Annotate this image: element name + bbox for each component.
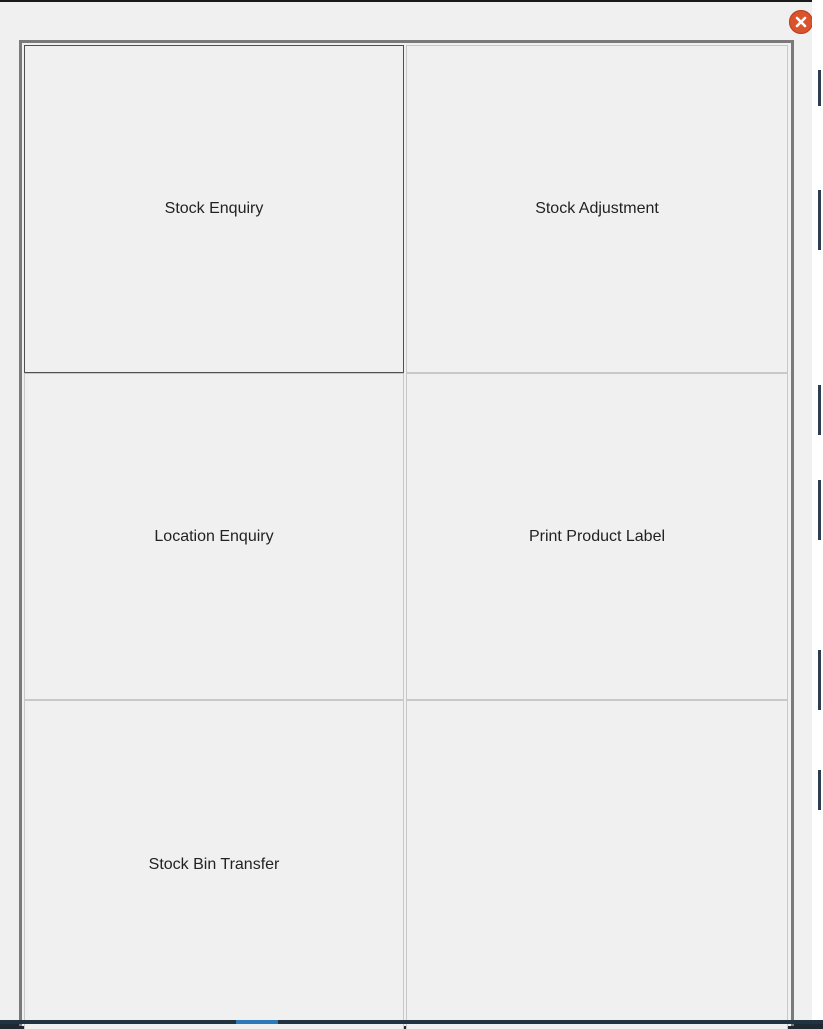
stock-enquiry-button[interactable] [24,45,404,373]
stock-enquiry-label: Stock Enquiry [164,200,264,217]
stock-adjustment-button[interactable] [406,45,788,373]
close-button[interactable] [789,10,813,34]
background-window-edge [812,0,823,1024]
location-enquiry-label: Location Enquiry [154,527,274,545]
close-icon [795,16,807,28]
taskbar [0,1020,823,1024]
taskbar-active-item[interactable] [236,1020,278,1024]
background-text-fragment [818,650,821,710]
stock-bin-transfer-label: Stock Bin Transfer [148,856,280,873]
stock-bin-transfer-button[interactable] [24,700,404,1029]
background-text-fragment [818,70,821,106]
background-text-fragment [818,190,821,250]
empty-tile [406,700,788,1029]
stock-adjustment-label: Stock Adjustment [535,200,659,217]
print-product-label-button[interactable] [406,373,788,700]
location-enquiry-button[interactable] [24,373,404,700]
background-text-fragment [818,770,821,810]
menu-tile-panel [19,40,794,1026]
print-product-label-label: Print Product Label [528,527,666,545]
background-text-fragment [818,480,821,540]
background-text-fragment [818,385,821,435]
